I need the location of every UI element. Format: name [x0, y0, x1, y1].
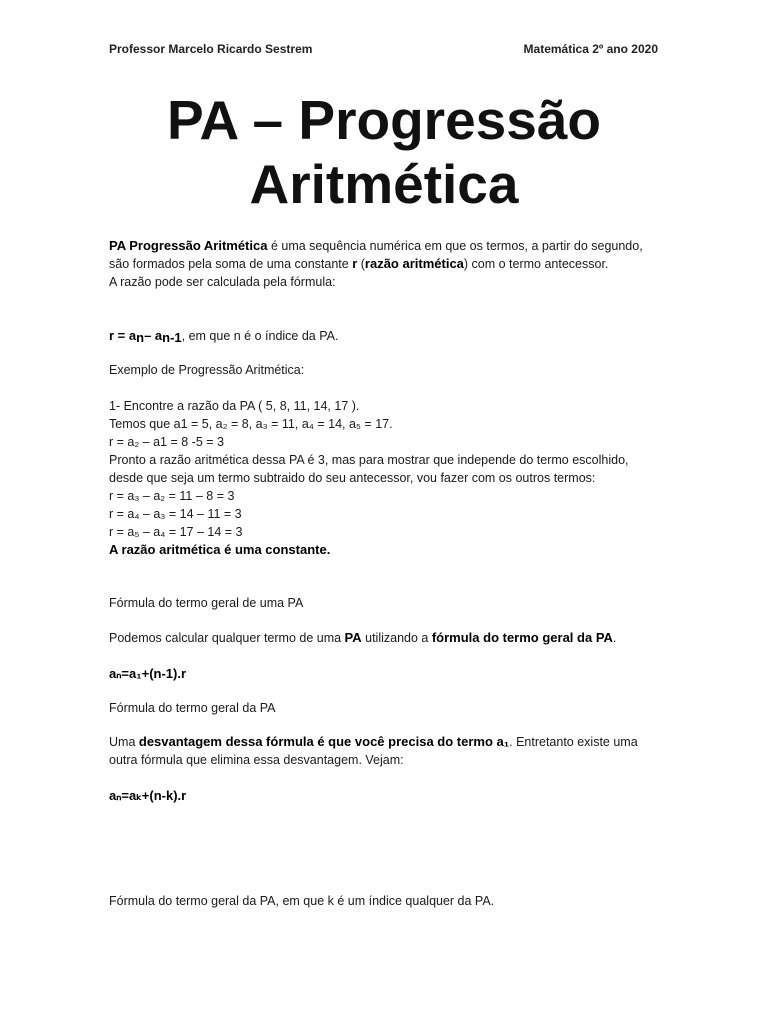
- example-conclusion: A razão aritmética é uma constante.: [109, 542, 331, 557]
- intro-text-2: ) com o termo antecessor.: [463, 257, 609, 271]
- example-line: Temos que a1 = 5, a₂ = 8, a₃ = 11, a₄ = 14, a₅ = 17.: [109, 417, 393, 431]
- intro-r: r: [352, 256, 358, 271]
- formula-r-sub-n1: n-1: [162, 330, 182, 345]
- intro-razao: razão aritmética: [364, 256, 464, 271]
- author-label: Professor Marcelo Ricardo Sestrem: [109, 42, 313, 56]
- termo-geral-calc: [109, 629, 659, 647]
- termo-geral-heading: Fórmula do termo geral de uma PA: [109, 596, 304, 610]
- example-block: [109, 397, 659, 559]
- page-header: [109, 42, 658, 56]
- formula-r-sub-n: n: [136, 330, 145, 345]
- calc-pa: PA: [344, 630, 362, 645]
- calc-text-2: utilizando a: [361, 631, 432, 645]
- example-line: r = a₂ – a1 = 8 -5 = 3: [109, 435, 224, 449]
- desvantagem-text-1: Uma: [109, 735, 139, 749]
- calc-end: .: [612, 631, 617, 645]
- intro-paragraph: [109, 237, 659, 291]
- example-heading: Exemplo de Progressão Aritmética:: [109, 363, 305, 377]
- intro-text-1: é uma sequência numérica em que os termos, a partir do segundo, são formados pela soma de uma constante: [109, 239, 643, 271]
- calc-text-1: Podemos calcular qualquer termo de uma: [109, 631, 345, 645]
- title-line-2: Aritmética: [249, 153, 519, 215]
- example-line: r = a₃ – a₂ = 11 – 8 = 3: [109, 489, 235, 503]
- formula-r-suffix: , em que n é o índice da PA.: [181, 329, 339, 343]
- formula-k-caption: Fórmula do termo geral da PA, em que k é um índice qualquer da PA.: [109, 894, 495, 908]
- desvantagem-bold: desvantagem dessa fórmula é que você precisa do termo a₁: [138, 734, 510, 749]
- subject-label: Matemática 2º ano 2020: [523, 42, 658, 56]
- formula-termo-geral-k: aₙ=aₖ+(n-k).r: [109, 788, 187, 803]
- intro-paren: (: [357, 257, 365, 271]
- example-line: r = a₅ – a₄ = 17 – 14 = 3: [109, 525, 243, 539]
- formula-r-dash: – a: [144, 328, 163, 343]
- desvantagem-text-2: . Entretanto existe uma outra fórmula que elimina essa desvantagem. Vejam:: [109, 735, 638, 767]
- intro-term: PA Progressão Aritmética: [109, 238, 268, 253]
- formula-r-prefix: r = a: [109, 328, 137, 343]
- formula-termo-geral: aₙ=a₁+(n-1).r: [109, 666, 187, 681]
- formula-caption: Fórmula do termo geral da PA: [109, 701, 276, 715]
- razao-line: A razão pode ser calculada pela fórmula:: [109, 275, 336, 289]
- example-line: 1- Encontre a razão da PA ( 5, 8, 11, 14, 17 ).: [109, 399, 360, 413]
- formula-r: [109, 327, 659, 345]
- title-line-1: PA – Progressão: [166, 89, 602, 151]
- calc-formula-term: fórmula do termo geral da PA: [431, 630, 613, 645]
- desvantagem-paragraph: [109, 733, 659, 769]
- example-line: Pronto a razão aritmética dessa PA é 3, mas para mostrar que independe do termo escolhido, desde que seja um termo subtraido do seu antecessor, vou fazer com os outros termos:: [109, 453, 629, 485]
- example-line: r = a₄ – a₃ = 14 – 11 = 3: [109, 507, 242, 521]
- page-title: [0, 88, 768, 216]
